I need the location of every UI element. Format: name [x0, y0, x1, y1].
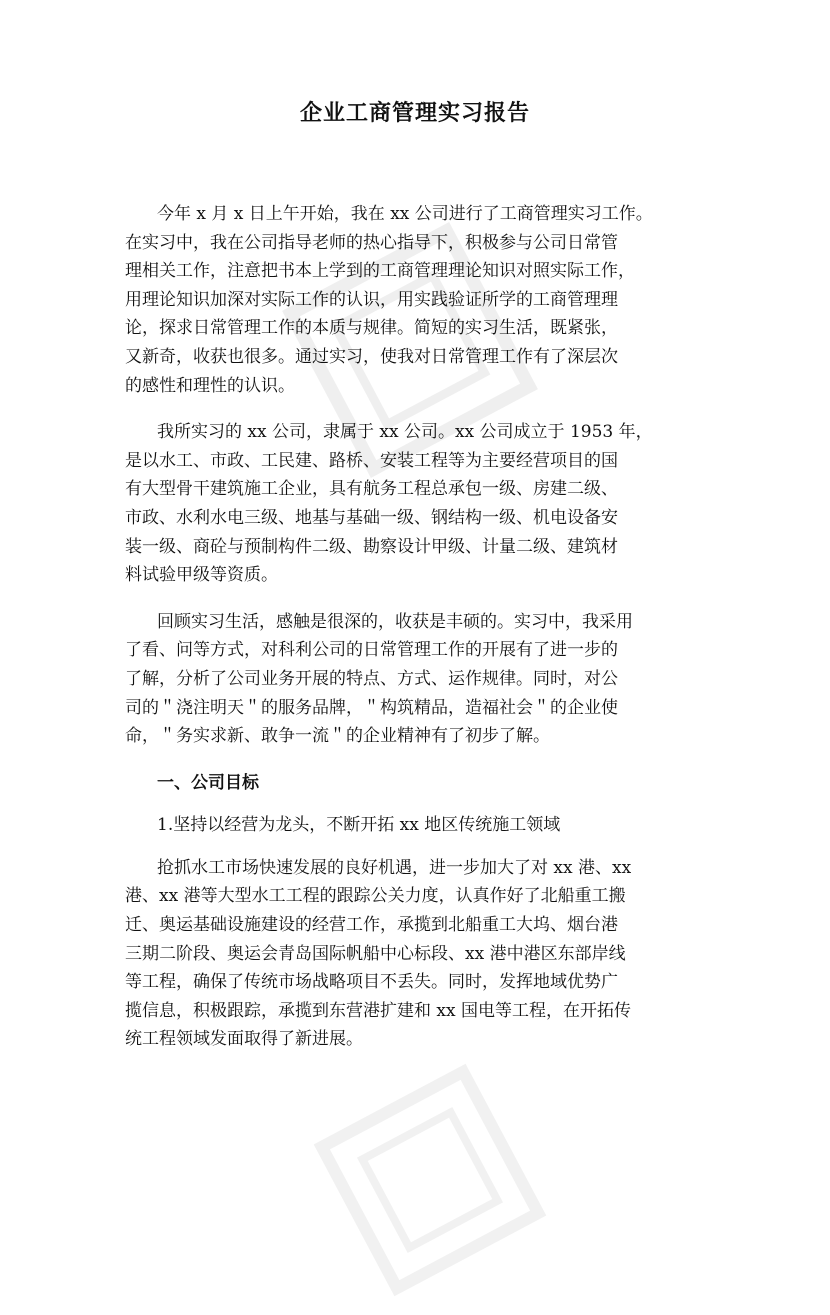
paragraph-line: 又新奇，收获也很多。通过实习，使我对日常管理工作有了深层次: [125, 346, 618, 367]
paragraph-line: 等工程，确保了传统市场战略项目不丢失。同时，发挥地域优势广: [125, 972, 618, 993]
subsection-heading: 1.坚持以经营为龙头，不断开拓 xx 地区传统施工领域: [157, 815, 561, 836]
paragraph-line: 论，探求日常管理工作的本质与规律。简短的实习生活，既紧张，: [125, 318, 618, 339]
paragraph-line: 市政、水利水电三级、地基与基础一级、钢结构一级、机电设备安: [125, 507, 618, 528]
paragraph-line: 司的＂浇注明天＂的服务品牌，＂构筑精品，造福社会＂的企业使: [125, 697, 618, 718]
paragraph-line: 是以水工、市政、工民建、路桥、安装工程等为主要经营项目的国: [125, 450, 618, 471]
paragraph-line: 抢抓水工市场快速发展的良好机遇，进一步加大了对 xx 港、xx: [157, 857, 632, 878]
paragraph-line: 今年 x 月 x 日上午开始，我在 xx 公司进行了工商管理实习工作。: [157, 204, 653, 224]
paragraph-line: 我所实习的 xx 公司，隶属于 xx 公司。xx 公司成立于 1953 年，: [157, 422, 653, 443]
paragraph-intro: [125, 200, 725, 400]
paragraph-company: [125, 418, 725, 590]
paragraph-line: 用理论知识加深对实际工作的认识，用实践验证所学的工商管理理: [125, 289, 618, 310]
paragraph-line: 了解，分析了公司业务开展的特点、方式、运作规律。同时，对公: [125, 668, 618, 689]
watermark-icon: [295, 1045, 565, 1315]
paragraph-line: 料试验甲级等资质。: [125, 565, 278, 586]
paragraph-line: 在实习中，我在公司指导老师的热心指导下，积极参与公司日常管: [125, 232, 618, 253]
paragraph-line: 揽信息，积极跟踪，承揽到东营港扩建和 xx 国电等工程，在开拓传: [125, 1000, 631, 1021]
paragraph-line: 的感性和理性的认识。: [125, 375, 295, 396]
paragraph-line: 回顾实习生活，感触是很深的，收获是丰硕的。实习中，我采用: [157, 611, 633, 632]
paragraph-review: [125, 608, 725, 751]
section-heading: 一、公司目标: [157, 772, 259, 793]
document-title: 企业工商管理实习报告: [299, 101, 530, 126]
paragraph-line: 有大型骨干建筑施工企业，具有航务工程总承包一级、房建二级、: [125, 479, 618, 500]
paragraph-line: 统工程领域发面取得了新进展。: [125, 1029, 363, 1050]
paragraph-line: 理相关工作，注意把书本上学到的工商管理理论知识对照实际工作，: [125, 261, 635, 282]
paragraph-market: [125, 854, 725, 1054]
paragraph-line: 港、xx 港等大型水工工程的跟踪公关力度，认真作好了北船重工搬: [125, 886, 626, 907]
paragraph-line: 三期二阶段、奥运会青岛国际帆船中心标段、xx 港中港区东部岸线: [125, 943, 626, 964]
document-body: [125, 200, 725, 1072]
paragraph-line: 命，＂务实求新、敢争一流＂的企业精神有了初步了解。: [125, 726, 550, 747]
paragraph-line: 装一级、商砼与预制构件二级、勘察设计甲级、计量二级、建筑材: [125, 536, 618, 557]
paragraph-line: 了看、问等方式，对科利公司的日常管理工作的开展有了进一步的: [125, 640, 618, 661]
paragraph-line: 迁、奥运基础设施建设的经营工作，承揽到北船重工大坞、烟台港: [125, 915, 618, 936]
